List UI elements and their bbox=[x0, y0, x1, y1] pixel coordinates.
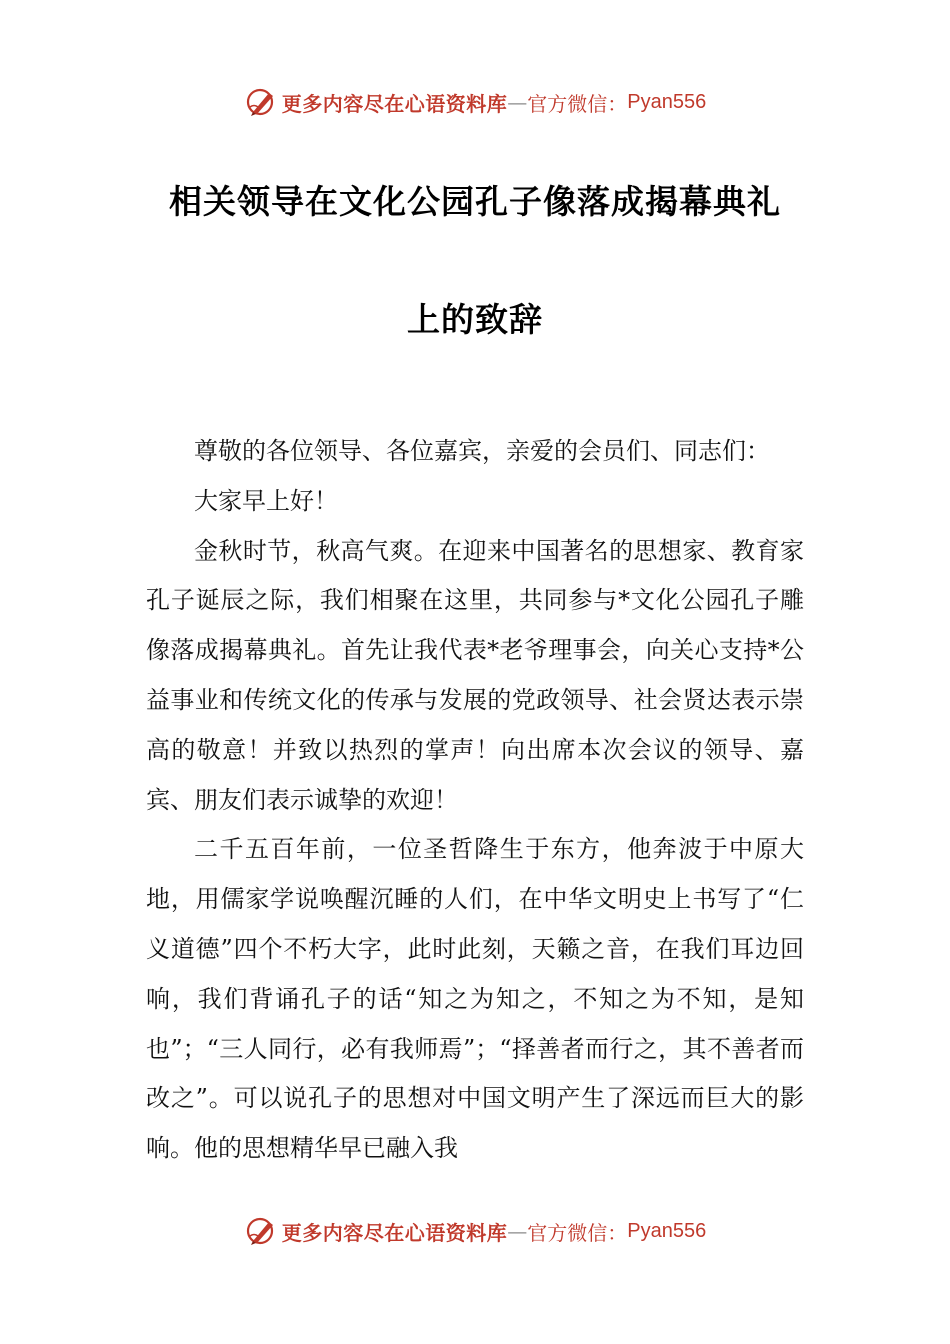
footer-watermark-banner bbox=[0, 1211, 950, 1251]
document-title-line-1: 相关领导在文化公园孔子像落成揭幕典礼 bbox=[169, 182, 781, 221]
banner-site-text: 更多内容尽在心语资料库 bbox=[281, 91, 508, 116]
banner-wechat-label: 官方微信： bbox=[527, 1220, 628, 1245]
banner-wechat-label: 官方微信： bbox=[527, 91, 628, 116]
header-watermark-banner bbox=[0, 82, 950, 122]
pen-logo-icon bbox=[244, 85, 278, 119]
banner-site-text: 更多内容尽在心语资料库 bbox=[281, 1220, 508, 1245]
pen-logo-icon bbox=[244, 1214, 278, 1248]
document-title-line-2: 上的致辞 bbox=[407, 300, 543, 339]
document-body bbox=[146, 427, 804, 1174]
banner-separator: — bbox=[507, 1219, 528, 1243]
banner-wechat-id: Pyan556 bbox=[627, 1219, 707, 1242]
salutation-paragraph: 尊敬的各位领导、各位嘉宾，亲爱的会员们、同志们： bbox=[194, 437, 770, 465]
banner-wechat-id: Pyan556 bbox=[627, 90, 707, 113]
greeting-paragraph: 大家早上好！ bbox=[194, 486, 338, 515]
body-paragraph: 二千五百年前，一位圣哲降生于东方，他奔波于中原大地，用儒家学说唤醒沉睡的人们，在中华文明史上书写了“仁义道德”四个不朽大字，此时此刻，天籁之音，在我们耳边回响，我们背诵孔子的话“知之为知之，不知之为不知，是知也”；“三人同行，必有我师焉”；“择善者而行之，其不善者而改之”。可以说孔子的思想对中国文明产生了深远而巨大的影响。他的思想精华早已融入我 bbox=[146, 835, 804, 1163]
body-paragraph: 金秋时节，秋高气爽。在迎来中国著名的思想家、教育家孔子诞辰之际，我们相聚在这里，共同参与*文化公园孔子雕像落成揭幕典礼。首先让我代表*老爷理事会，向关心支持*公益事业和传统文化的传承与发展的党政领导、社会贤达表示崇高的敬意！并致以热烈的掌声！向出席本次会议的领导、嘉宾、朋友们表示诚挚的欢迎！ bbox=[146, 536, 804, 814]
banner-separator: — bbox=[507, 90, 528, 114]
